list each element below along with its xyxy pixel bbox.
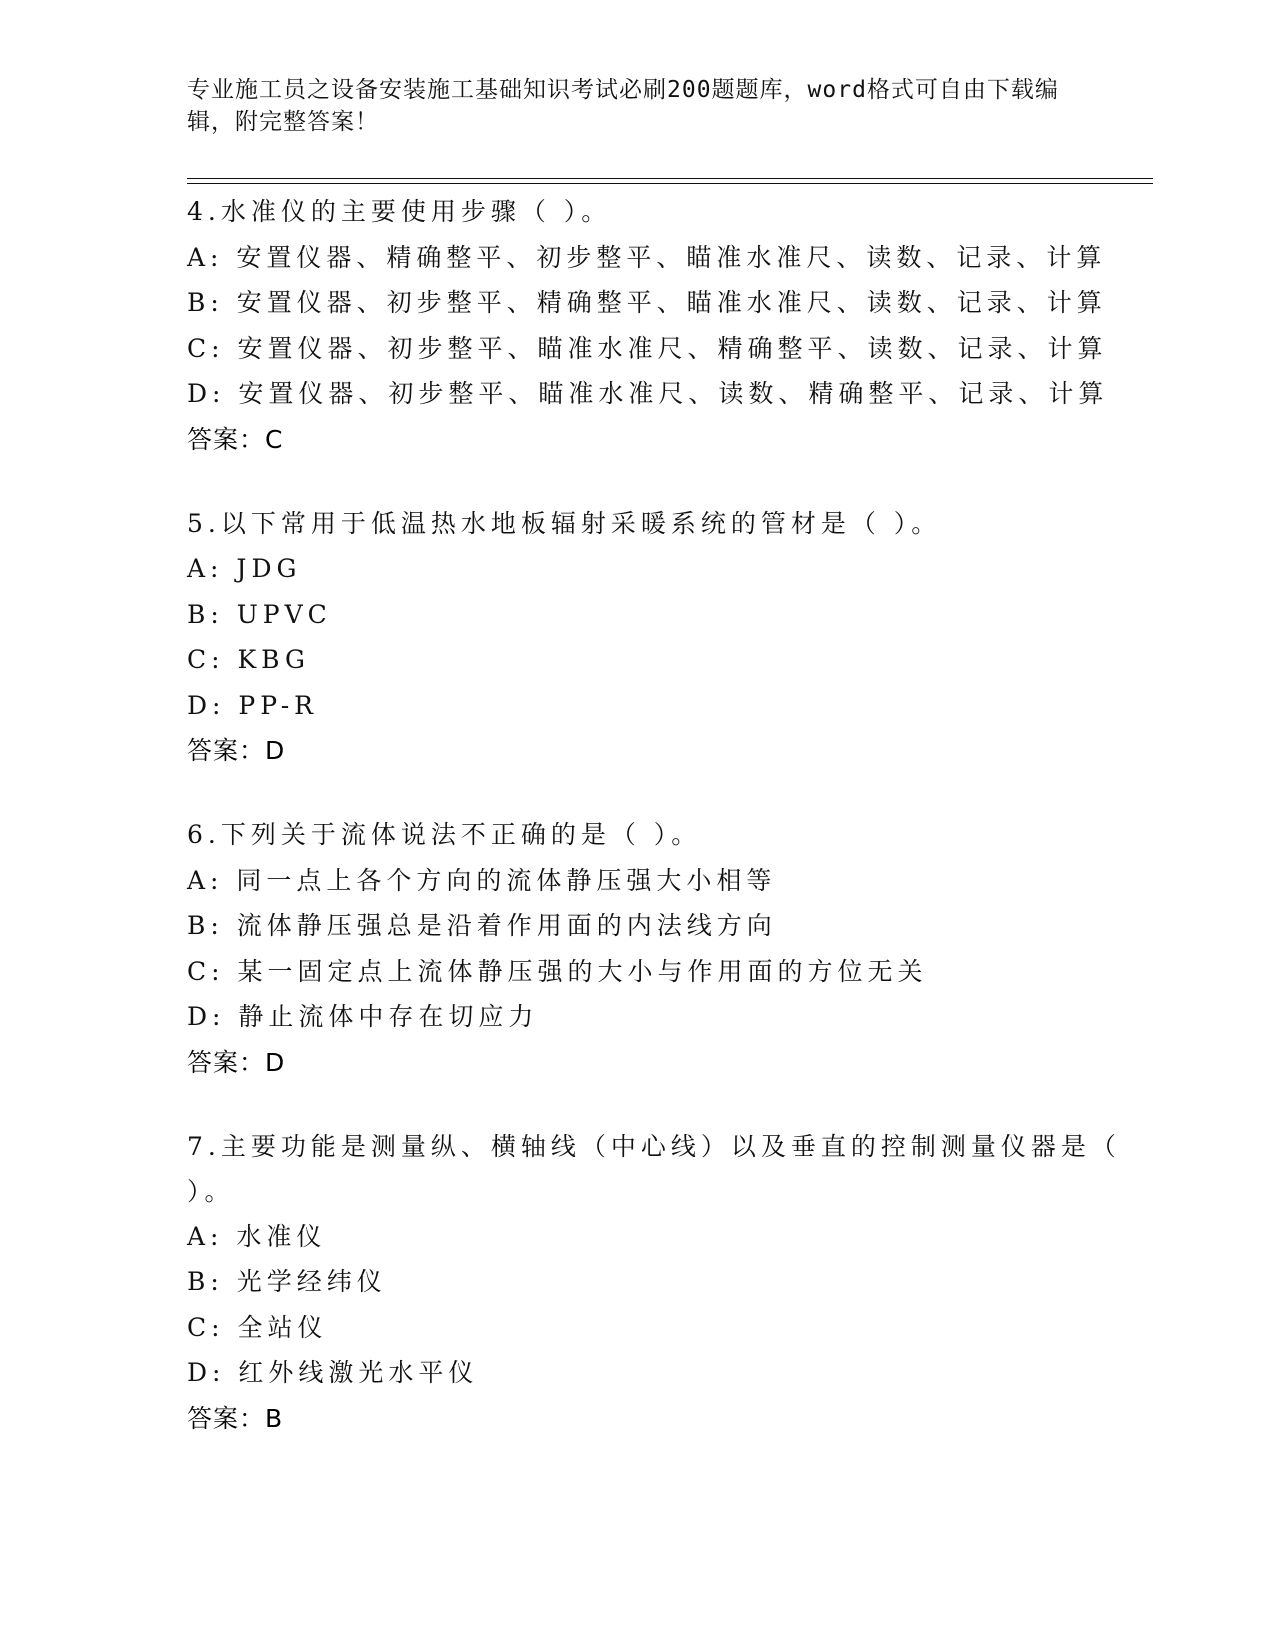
question-4 (187, 189, 1147, 462)
option-c: C: 全站仪 (187, 1312, 328, 1342)
option-c: C: 安置仪器、初步整平、瞄准水准尺、精确整平、读数、记录、计算 (187, 333, 1108, 363)
option-b: B: UPVC (187, 599, 332, 629)
document-header: 专业施工员之设备安装施工基础知识考试必刷200题题库，word格式可自由下载编辑，附完整答案！ (187, 77, 1059, 135)
option-a: A: 水准仪 (187, 1221, 327, 1251)
question-list (187, 189, 1147, 1480)
option-a: A: JDG (187, 554, 302, 583)
question-stem: 6.下列关于流体说法不正确的是（ ）。 (187, 820, 702, 849)
header-divider-top (187, 178, 1153, 179)
option-d: D: 红外线激光水平仪 (187, 1358, 479, 1387)
option-c: C: 某一固定点上流体静压强的大小与作用面的方位无关 (187, 956, 928, 986)
question-6 (187, 812, 1147, 1085)
question-stem: 7.主要功能是测量纵、横轴线（中心线）以及垂直的控制测量仪器是（ ）。 (187, 1131, 1121, 1206)
option-c: C: KBG (187, 645, 310, 674)
option-a: A: 安置仪器、精确整平、初步整平、瞄准水准尺、读数、记录、计算 (187, 242, 1107, 272)
answer-line: 答案：D (187, 736, 286, 765)
option-b: B: 流体静压强总是沿着作用面的内法线方向 (187, 911, 777, 940)
question-stem: 4.水准仪的主要使用步骤（ ）。 (187, 197, 612, 226)
option-b: B: 光学经纬仪 (187, 1267, 387, 1296)
option-d: D: 静止流体中存在切应力 (187, 1002, 539, 1031)
answer-line: 答案：B (187, 1403, 284, 1433)
answer-line: 答案：C (187, 424, 284, 454)
option-b: B: 安置仪器、初步整平、精确整平、瞄准水准尺、读数、记录、计算 (187, 288, 1107, 317)
option-d: D: 安置仪器、初步整平、瞄准水准尺、读数、精确整平、记录、计算 (187, 379, 1109, 408)
question-5 (187, 501, 1147, 774)
question-stem: 5.以下常用于低温热水地板辐射采暖系统的管材是（ ）。 (187, 508, 942, 538)
question-7 (187, 1124, 1147, 1441)
option-d: D: PP-R (187, 690, 318, 720)
header-divider-bottom (187, 183, 1153, 184)
answer-line: 答案：D (187, 1047, 286, 1077)
option-a: A: 同一点上各个方向的流体静压强大小相等 (187, 865, 777, 895)
